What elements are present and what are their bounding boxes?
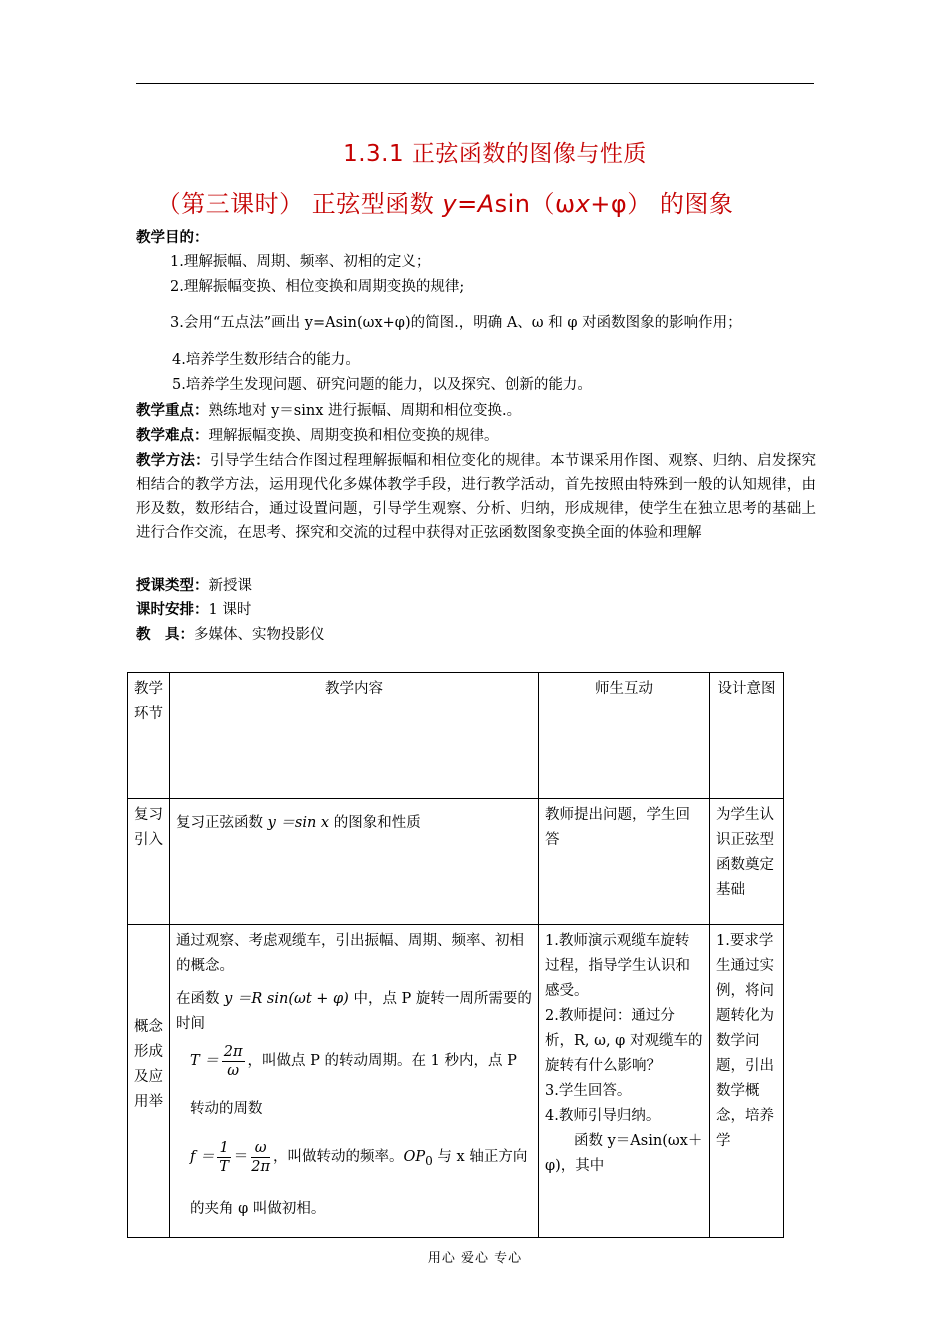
objective-2: 2.理解振幅变换、相位变换和周期变换的规律; [170, 279, 465, 295]
objective-3: 3.会用“五点法”画出 y=Asin(ωx+φ)的简图.，明确 A、ω 和 φ 对函数图象的影响作用； [170, 315, 742, 331]
row2-content-p1: 通过观察、考虑观缆车，引出振幅、周期、频率、初相的概念。 [176, 933, 524, 974]
table-header-row [128, 673, 784, 799]
header-rule [136, 83, 814, 84]
schedule: 课时安排：1 课时 [136, 601, 252, 618]
objective-5: 5.培养学生发现问题、研究问题的能力，以及探究、创新的能力。 [172, 377, 592, 393]
page-title: 1.3.1 正弦函数的图像与性质 [343, 141, 647, 167]
row1-intent: 为学生认识正弦型函数奠定基础 [710, 799, 784, 925]
key-point: 教学重点：熟练地对 y＝sinx 进行振幅、周期和相位变换.。 [136, 402, 522, 419]
subtitle-eq: = [457, 190, 478, 218]
row2-intent: 1.要求学生通过实例，将问题转化为数学问题，引出数学概念，培养学 [710, 925, 784, 1238]
tools: 教 具：多媒体、实物投影仪 [136, 626, 325, 643]
subtitle-tail: +φ） [590, 190, 652, 218]
row1-interaction: 教师提出问题，学生回答 [539, 799, 710, 925]
row2-stage: 概念形成及应用举 [128, 925, 170, 1238]
page-footer: 用心 爱心 专心 [427, 1251, 523, 1266]
table-row [128, 925, 784, 1238]
header-interaction: 师生互动 [539, 673, 710, 799]
page-subtitle [0, 184, 920, 219]
subtitle-x: x [575, 190, 591, 218]
row1-stage: 复习引入 [128, 799, 170, 925]
row2-period: T ＝ $\frac{2\pi}{\omega}$ ，叫做点 P 的转动周期。在 1 秒内，点 P 转动的周数 [190, 1043, 517, 1117]
header-stage: 教学环节 [128, 673, 170, 799]
objectives-label: 教学目的： [136, 229, 209, 246]
subtitle-y: y [442, 190, 458, 218]
row2-frequency: f ＝ $\frac{1}{T}$ ＝ $\frac{\omega}{2\pi}$ ，叫做转动的频率。$OP_0$ 与 x 轴正方向的夹角 φ 叫做初相。 [190, 1139, 528, 1217]
freq-fraction-2: $\frac{\omega}{2\pi}$ [251, 1139, 270, 1175]
row1-content: 复习正弦函数 y ＝sin x 的图象和性质 [170, 799, 539, 925]
subtitle-sin: sin（ω [494, 190, 576, 218]
header-content: 教学内容 [170, 673, 539, 799]
row2-content [170, 925, 539, 1238]
lesson-table [127, 672, 784, 1238]
objective-1: 1.理解振幅、周期、频率、初相的定义； [170, 254, 431, 270]
period-fraction: $\frac{2\pi}{\omega}$ [223, 1043, 243, 1079]
subtitle-prefix: （第三课时） 正弦型函数 [156, 190, 443, 218]
interaction-item-2: 2.教师提问：通过分析，R, ω, φ 对观缆车的旋转有什么影响？ [545, 1008, 703, 1074]
interaction-item-5: 函数 y＝Asin(ωx＋φ)，其中 [545, 1133, 703, 1174]
interaction-item-3: 3.学生回答。 [545, 1083, 632, 1099]
table-row [128, 799, 784, 925]
row2-interaction [539, 925, 710, 1238]
lesson-type: 授课类型：新授课 [136, 577, 252, 594]
row2-content-p2: 在函数 y ＝R sin(ωt + φ) 中，点 P 旋转一周所需要的时间 [176, 991, 532, 1032]
subtitle-A: A [477, 190, 495, 218]
interaction-item-1: 1.教师演示观缆车旋转过程，指导学生认识和感受。 [545, 933, 690, 999]
difficulty: 教学难点：理解振幅变换、周期变换和相位变换的规律。 [136, 427, 499, 444]
objective-4: 4.培养学生数形结合的能力。 [172, 352, 360, 368]
teaching-method: 教学方法：引导学生结合作图过程理解振幅和相位变化的规律。本节课采用作图、观察、归纳、启发探究相结合的教学方法，运用现代化多媒体教学手段，进行教学活动，首先按照由特殊到一般的认知规律，由形及数，数形结合，通过设置问题，引导学生观察、分析、归纳，形成规律，使学生在独立思考的基础上进行合作交流，在思考、探究和交流的过程中获得对正弦函数图象变换全面的体验和理解 [136, 452, 817, 541]
interaction-item-4: 4.教师引导归纳。 [545, 1108, 661, 1124]
freq-fraction-1: $\frac{1}{T}$ [219, 1139, 229, 1175]
subtitle-suffix: 的图象 [651, 190, 734, 218]
header-intent: 设计意图 [710, 673, 784, 799]
